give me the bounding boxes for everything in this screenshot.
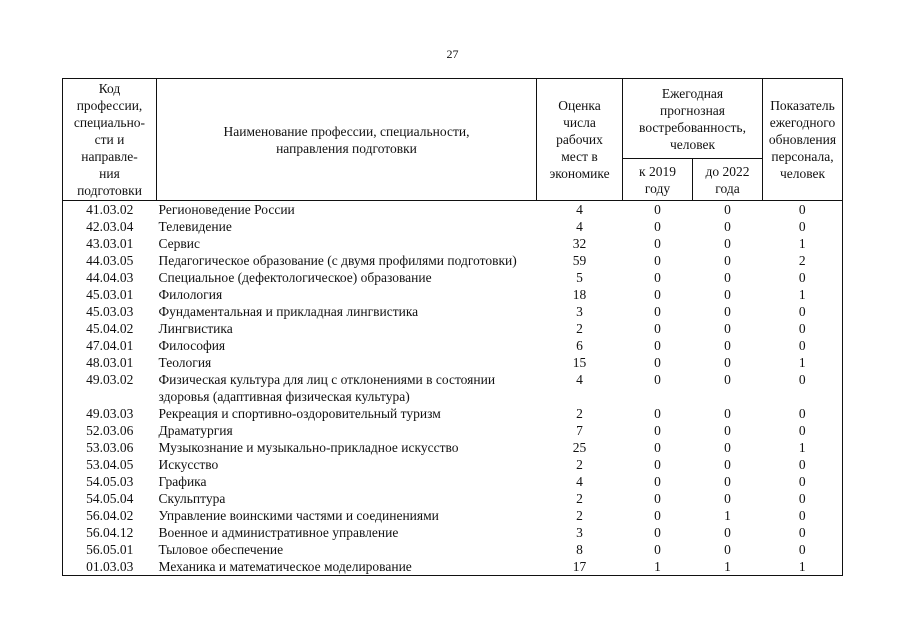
cell-renewal: 0 — [763, 524, 843, 541]
cell-renewal: 0 — [763, 507, 843, 524]
cell-renewal: 1 — [763, 558, 843, 576]
cell-renewal: 0 — [763, 405, 843, 422]
cell-code: 53.03.06 — [63, 439, 157, 456]
cell-demand-2022: 0 — [724, 236, 731, 251]
cell-renewal: 0 — [763, 541, 843, 558]
table-row — [63, 541, 843, 558]
cell-demand-2022: 0 — [724, 304, 731, 319]
cell-estimate: 7 — [576, 423, 583, 438]
header-name — [157, 79, 537, 201]
cell-demand-2022: 1 — [693, 558, 763, 576]
table-row — [63, 507, 843, 524]
cell-renewal: 0 — [763, 201, 843, 219]
cell-code: 54.05.03 — [63, 473, 157, 490]
cell-code: 45.03.01 — [63, 286, 157, 303]
cell-demand-2022: 0 — [724, 542, 731, 557]
cell-code: 52.03.06 — [63, 422, 157, 439]
cell-demand-2022: 0 — [724, 474, 731, 489]
header-code-line: направле- — [81, 149, 138, 164]
cell-demand-2022: 0 — [724, 355, 731, 370]
cell-name: Рекреация и спортивно-оздоровительный туризм — [158, 406, 441, 421]
table-row — [63, 201, 843, 219]
cell-code: 45.03.03 — [63, 303, 157, 320]
cell-renewal: 0 — [763, 371, 843, 405]
header-renewal-line: обновления — [768, 132, 837, 147]
cell-demand-2019: 0 — [654, 253, 661, 268]
cell-estimate: 2 — [576, 491, 583, 506]
table-row — [63, 422, 843, 439]
cell-demand-2019: 0 — [654, 508, 661, 523]
cell-name: Военное и административное управление — [158, 525, 399, 540]
cell-code: 42.03.04 — [63, 218, 157, 235]
cell-demand-2022: 0 — [724, 457, 731, 472]
table-body — [63, 201, 843, 576]
cell-code: 56.05.01 — [63, 541, 157, 558]
cell-estimate: 2 — [576, 321, 583, 336]
cell-demand-2019: 0 — [654, 338, 661, 353]
cell-demand-2022: 0 — [724, 287, 731, 302]
cell-name: Музыкознание и музыкально-прикладное искусство — [158, 440, 459, 455]
cell-demand-2022: 0 — [724, 372, 731, 387]
cell-renewal: 0 — [763, 218, 843, 235]
header-code — [63, 79, 157, 201]
cell-code: 48.03.01 — [63, 354, 157, 371]
cell-renewal: 1 — [763, 235, 843, 252]
header-code-line: сти и — [94, 132, 125, 147]
cell-renewal: 1 — [763, 439, 843, 456]
cell-demand-2019: 0 — [654, 219, 661, 234]
cell-estimate: 4 — [576, 474, 583, 489]
cell-code: 49.03.03 — [63, 405, 157, 422]
header-demand-2019-line: к 2019 — [639, 163, 676, 179]
cell-name: Механика и математическое моделирование — [157, 558, 537, 576]
cell-name: Телевидение — [158, 219, 232, 234]
cell-name: Скульптура — [158, 491, 226, 506]
cell-estimate: 8 — [576, 542, 583, 557]
cell-estimate: 18 — [572, 287, 587, 302]
table-row — [63, 286, 843, 303]
header-renewal-line: человек — [779, 166, 826, 181]
cell-code: 53.04.05 — [63, 456, 157, 473]
header-code-line: профессии, — [76, 98, 143, 113]
header-estimate-line: мест в — [561, 149, 598, 164]
cell-estimate: 3 — [576, 525, 583, 540]
cell-demand-2019: 0 — [654, 236, 661, 251]
cell-demand-2022: 0 — [724, 270, 731, 285]
cell-demand-2019: 0 — [654, 474, 661, 489]
header-code-line: Код — [98, 81, 121, 96]
header-demand-2022-line: до 2022 — [705, 163, 750, 179]
cell-name: Графика — [158, 474, 207, 489]
header-code-line: подготовки — [77, 183, 142, 198]
table-row — [63, 303, 843, 320]
cell-demand-2022: 1 — [724, 508, 731, 523]
cell-name: Искусство — [158, 457, 219, 472]
cell-name: Теология — [158, 355, 212, 370]
cell-demand-2022: 0 — [724, 219, 731, 234]
cell-estimate: 4 — [576, 219, 583, 234]
cell-estimate: 3 — [576, 304, 583, 319]
cell-name: Драматургия — [158, 423, 233, 438]
cell-demand-2019: 0 — [654, 287, 661, 302]
header-renewal-line: Показатель — [770, 98, 835, 113]
cell-demand-2019: 0 — [654, 321, 661, 336]
cell-name: Управление воинскими частями и соединениями — [158, 508, 439, 523]
cell-estimate: 4 — [576, 202, 583, 217]
cell-code: 54.05.04 — [63, 490, 157, 507]
cell-demand-2022: 0 — [724, 525, 731, 540]
cell-demand-2022: 0 — [724, 423, 731, 438]
cell-demand-2019: 0 — [654, 372, 661, 387]
header-demand-2022-line: года — [715, 180, 740, 196]
workforce-demand-table — [62, 78, 843, 576]
table-row — [63, 269, 843, 286]
cell-name: Тыловое обеспечение — [158, 542, 284, 557]
cell-estimate: 2 — [576, 457, 583, 472]
cell-code: 49.03.02 — [63, 371, 157, 405]
header-estimate-line: рабочих — [556, 132, 603, 147]
table-row — [63, 490, 843, 507]
cell-estimate: 32 — [572, 236, 587, 251]
cell-demand-2019: 0 — [654, 423, 661, 438]
cell-demand-2022: 0 — [724, 406, 731, 421]
page-number: 27 — [446, 47, 459, 61]
table-row — [63, 320, 843, 337]
header-renewal — [763, 79, 843, 201]
cell-demand-2022: 0 — [724, 253, 731, 268]
table-row — [63, 235, 843, 252]
header-code-line: ния — [99, 166, 120, 181]
cell-demand-2019: 1 — [623, 558, 693, 576]
cell-estimate: 6 — [576, 338, 583, 353]
cell-name: Педагогическое образование (с двумя профилями подготовки) — [158, 253, 517, 268]
cell-estimate: 15 — [572, 355, 587, 370]
header-estimate-line: Оценка — [558, 98, 601, 113]
cell-estimate: 2 — [576, 508, 583, 523]
cell-name: Специальное (дефектологическое) образование — [158, 270, 432, 285]
header-estimate — [537, 79, 623, 201]
cell-code: 01.03.03 — [63, 558, 157, 576]
cell-code: 47.04.01 — [63, 337, 157, 354]
cell-renewal: 0 — [763, 456, 843, 473]
cell-demand-2022: 0 — [724, 321, 731, 336]
table-row — [63, 252, 843, 269]
cell-demand-2022: 0 — [724, 491, 731, 506]
cell-renewal: 0 — [763, 337, 843, 354]
table-row — [63, 218, 843, 235]
cell-demand-2019: 0 — [654, 355, 661, 370]
cell-estimate: 5 — [576, 270, 583, 285]
table-row — [63, 405, 843, 422]
cell-name: Фундаментальная и прикладная лингвистика — [158, 304, 419, 319]
cell-estimate: 59 — [572, 253, 587, 268]
cell-renewal: 0 — [763, 320, 843, 337]
header-code-line: специально- — [73, 115, 146, 130]
header-demand — [623, 79, 763, 159]
cell-code: 56.04.02 — [63, 507, 157, 524]
cell-estimate: 4 — [576, 372, 583, 387]
cell-demand-2022: 0 — [724, 202, 731, 217]
cell-estimate: 2 — [576, 406, 583, 421]
header-renewal-line: ежегодного — [769, 115, 836, 130]
cell-name: Лингвистика — [158, 321, 233, 336]
table-row — [63, 524, 843, 541]
cell-demand-2019: 0 — [654, 542, 661, 557]
cell-renewal: 0 — [763, 473, 843, 490]
cell-demand-2019: 0 — [654, 270, 661, 285]
table-row — [63, 558, 843, 576]
header-demand-line: Ежегодная — [661, 85, 724, 101]
cell-estimate: 17 — [537, 558, 623, 576]
cell-demand-2019: 0 — [654, 457, 661, 472]
cell-code: 45.04.02 — [63, 320, 157, 337]
cell-demand-2019: 0 — [654, 406, 661, 421]
header-demand-line: человек — [669, 136, 716, 152]
cell-renewal: 0 — [763, 269, 843, 286]
table-row — [63, 439, 843, 456]
cell-name: Регионоведение России — [158, 202, 295, 217]
cell-renewal: 0 — [763, 490, 843, 507]
header-name-line: направления подготовки — [276, 140, 417, 156]
cell-name: Физическая культура для лиц с отклонениями в состоянии здоровья (адаптивная физическая культура) — [158, 372, 496, 404]
cell-demand-2019: 0 — [654, 491, 661, 506]
header-renewal-line: персонала, — [771, 149, 834, 164]
header-estimate-line: экономике — [549, 166, 610, 181]
cell-renewal: 1 — [763, 286, 843, 303]
header-demand-line: востребованность, — [639, 119, 746, 135]
header-demand-2019-line: году — [644, 180, 671, 196]
header-demand-2022 — [693, 159, 763, 201]
header-demand-2019 — [623, 159, 693, 201]
cell-renewal: 1 — [763, 354, 843, 371]
cell-code: 44.03.05 — [63, 252, 157, 269]
cell-code: 41.03.02 — [63, 201, 157, 219]
cell-demand-2019: 0 — [654, 304, 661, 319]
table-row — [63, 354, 843, 371]
header-name-line: Наименование профессии, специальности, — [223, 123, 470, 139]
cell-demand-2019: 0 — [654, 202, 661, 217]
table-header — [63, 79, 843, 201]
header-estimate-line: числа — [563, 115, 596, 130]
cell-renewal: 0 — [763, 303, 843, 320]
cell-demand-2022: 0 — [724, 440, 731, 455]
table-row — [63, 456, 843, 473]
cell-name: Сервис — [158, 236, 201, 251]
header-demand-line: прогнозная — [660, 102, 725, 118]
cell-code: 44.04.03 — [63, 269, 157, 286]
cell-renewal: 2 — [763, 252, 843, 269]
cell-renewal: 0 — [763, 422, 843, 439]
table-row — [63, 473, 843, 490]
table-row — [63, 371, 843, 405]
cell-estimate: 25 — [572, 440, 587, 455]
cell-demand-2019: 0 — [654, 525, 661, 540]
cell-name: Философия — [158, 338, 226, 353]
cell-code: 43.03.01 — [63, 235, 157, 252]
cell-demand-2019: 0 — [654, 440, 661, 455]
cell-name: Филология — [158, 287, 223, 302]
cell-demand-2022: 0 — [724, 338, 731, 353]
table-row — [63, 337, 843, 354]
cell-code: 56.04.12 — [63, 524, 157, 541]
